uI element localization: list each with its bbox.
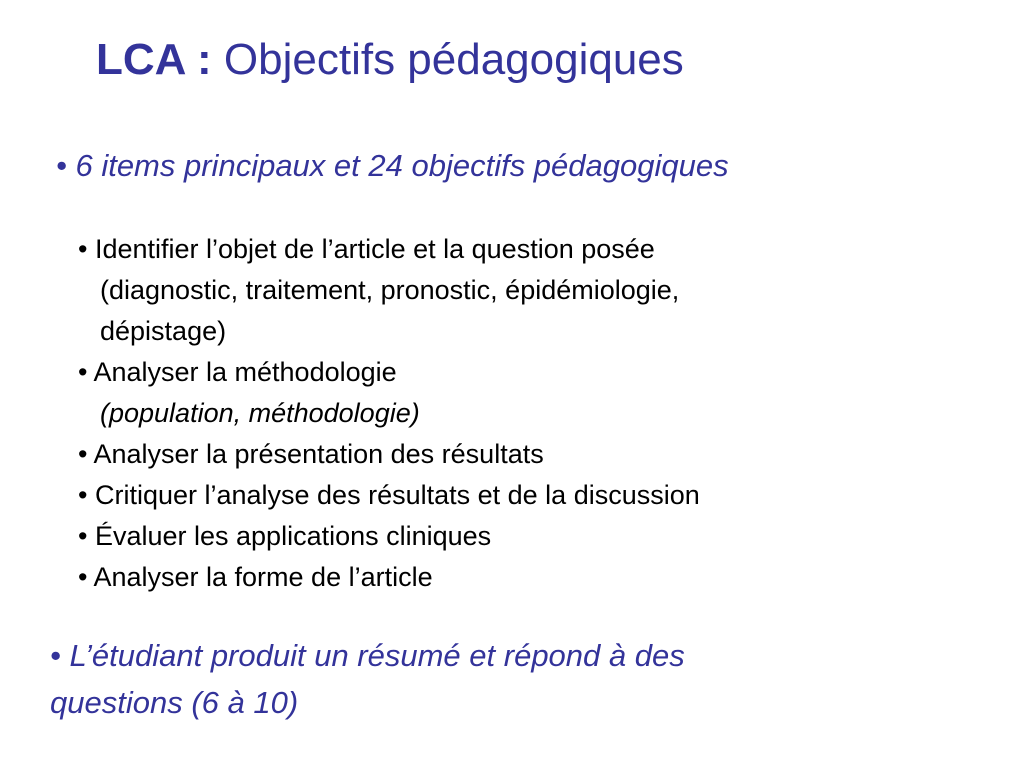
main-point-items: • 6 items principaux et 24 objectifs pédagogiques: [56, 148, 729, 183]
sub-item-methodology-detail: (population, méthodologie): [100, 398, 420, 428]
sub-item-clinical: • Évaluer les applications cliniques: [78, 521, 492, 551]
sub-item-results: • Analyser la présentation des résultats: [78, 439, 544, 469]
conclusion-line-1: • L’étudiant produit un résumé et répond à des: [50, 638, 685, 673]
sub-item-form: • Analyser la forme de l’article: [78, 562, 433, 592]
sub-item-critique: • Critiquer l’analyse des résultats et de la discussion: [78, 480, 700, 510]
title-text: Objectifs pédagogiques: [223, 35, 684, 84]
conclusion-line-2: questions (6 à 10): [50, 685, 299, 720]
title-prefix: LCA :: [96, 35, 212, 84]
slide-title: [96, 30, 684, 90]
sub-item-identify-detail-end: dépistage): [100, 316, 227, 346]
sub-item-identify: • Identifier l’objet de l’article et la question posée: [78, 234, 655, 264]
sub-item-identify-detail: (diagnostic, traitement, pronostic, épidémiologie,: [100, 275, 680, 305]
sub-item-methodology: • Analyser la méthodologie: [78, 357, 397, 387]
